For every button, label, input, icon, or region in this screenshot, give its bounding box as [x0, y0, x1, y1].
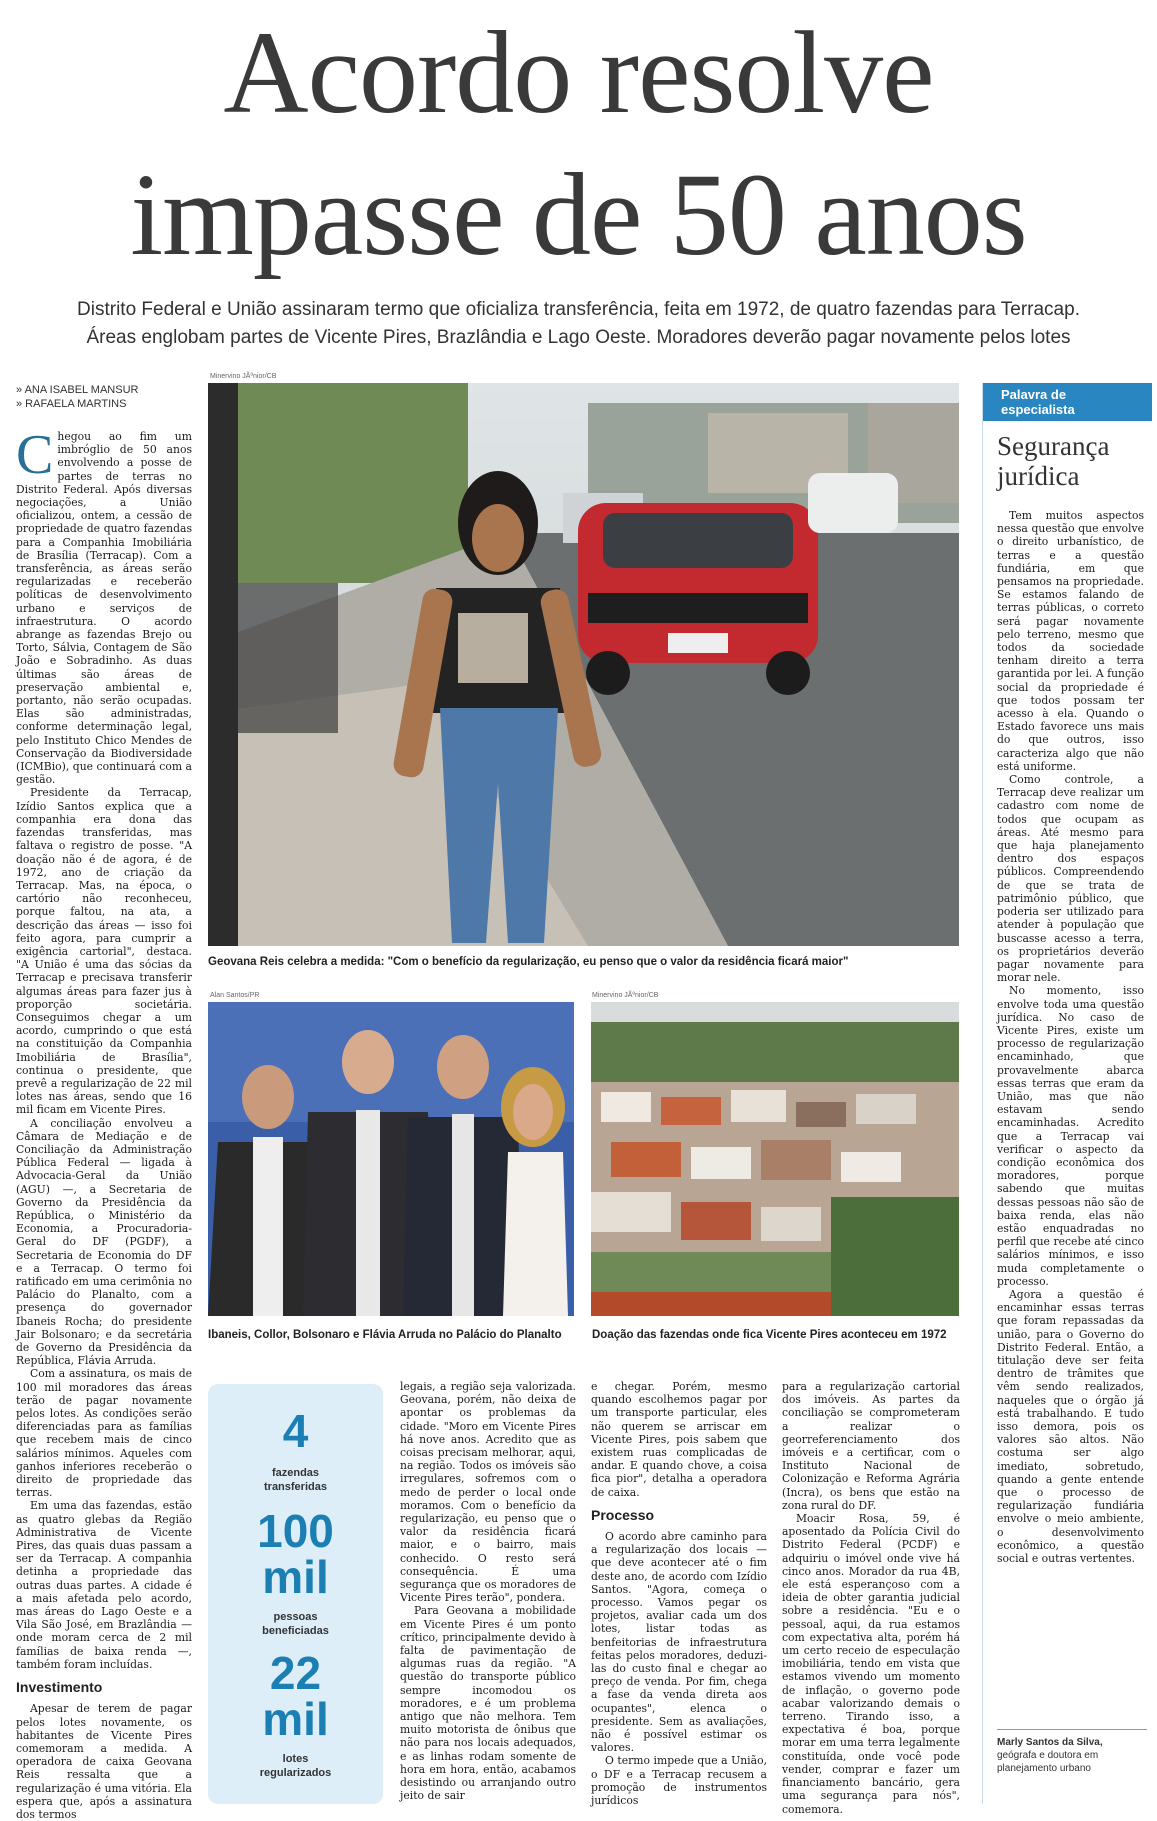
sidebar-signature — [997, 1729, 1147, 1775]
neighborhood-photo-credit: Minervino JÃºnior/CB — [592, 992, 659, 999]
sidebar-paragraph: Agora a questão é encaminhar essas terras que foram repassadas da união, para o Governo do Distrito Federal. Então, a titulação deve ser feita dentro de trâmites que vêm sendo realizados, naqueles que o órgão já está trabalhando. E tudo isso demora, pois os valores são altos. Não costuma ser algo imediato, sobretudo, quando a gente entende que o processo de regularização fundiária envolve o meio ambiente, o desenvolvimento econômico, a questão social e outras vertentes. — [997, 1287, 1144, 1566]
article-paragraph: Apesar de terem de pagar pelos lotes novamente, os habitantes de Vicente Pires comemoram a medida. A operadora de caixa Geovana Reis ressalta que a regularização é uma vitória. Ela espera que, após a assinatura dos termos — [16, 1702, 192, 1821]
neighborhood-photo-illustration — [591, 1002, 959, 1316]
article-column-5 — [782, 1380, 960, 1816]
main-photo-caption: Geovana Reis celebra a medida: "Com o benefício da regularização, eu penso que o valor da residência ficará maior" — [208, 956, 849, 968]
byline-author-2: » RAFAELA MARTINS — [16, 398, 127, 410]
main-photo-illustration — [208, 383, 959, 946]
sidebar-paragraph: No momento, isso envolve toda uma questão jurídica. No caso de Vicente Pires, existe um processo de regularização encaminhado, que provavelmente abarca essas terras que eram da União, mas que não estavam sendo encaminhadas. Acredito que a Terracap vai verificar o aspecto da condição econômica dos moradores, porque sabendo que muitas dessas pessoas não são de baixa renda, elas não estão enquadradas no perfil que recebe até cinco salários mínimos, e isso muda completamente o processo. — [997, 984, 1144, 1288]
byline-author-1: » ANA ISABEL MANSUR — [16, 384, 139, 396]
neighborhood-photo — [591, 1002, 959, 1316]
article-paragraph: O acordo abre caminho para a regularização dos locais — que deve acontecer até o fim deste ano, de acordo com Izídio Santos. "Agora, começa o processo. Vamos pegar os projetos, avaliar cada um dos lotes, listar todas as benfeitorias de infraestrutura feitas pelos moradores, deduzi-las do custo final e chegar ao preço de venda. Por fim, chega a fase da venda direta aos ocupantes", elenca o presidente. Sem as avaliações, não é possível estimar os valores. — [591, 1530, 767, 1755]
article-paragraph: Com a assinatura, os mais de 100 mil moradores das áreas terão de pagar novamente pelos lotes. As condições serão diferenciadas para as famílias que recebem mais de cinco salários mínimos. Aqueles com ganhos inferiores receberão o direito de propriedade das terras. — [16, 1367, 192, 1500]
article-column-3 — [400, 1380, 576, 1804]
subhead-processo: Processo — [591, 1506, 655, 1523]
article-paragraph: Para Geovana a mobilidade em Vicente Pires é um ponto crítico, principalmente devido à falta de pavimentação de algumas ruas da região. "A questão do transporte público sempre incomodou os moradores, e é um problema antigo que não melhora. Tem muito motorista de ônibus que não para nos locais adequados, e as linhas rodam somente de hora em hora, então, acabamos desistindo ou arranjando outro jeito de sair — [400, 1604, 576, 1803]
sidebar-title: Segurança jurídica — [997, 431, 1110, 491]
stat-number: 4 — [282, 1405, 309, 1457]
sidebar-author: Marly Santos da Silva, — [997, 1737, 1103, 1748]
sidebar-tag: Palavra de especialista — [983, 383, 1152, 421]
article-column-1 — [16, 424, 192, 1821]
sidebar-paragraph: Como controle, a Terracap deve realizar um cadastro com nome de todos que ocupam as áreas. Até mesmo para que haja planejamento dentro dos espaços públicos. Compreendendo de que se trata de patrimônio público, que poderia ser utilizado para atender à população que buscasse acesso a terra, os proprietários deverão pagar novamente para morar nele. — [997, 773, 1144, 985]
article-paragraph: Presidente da Terracap, Izídio Santos explica que a companhia era dona das fazendas transferidas, mas faltava o registro de posse. "A doação não é de agora, é de 1972, ano de criação da Terracap. Mas, na época, o cartório não reconheceu, porque faltou, na ata, a descrição das áreas — isso foi feito agora, para cumprir a exigência cartorial", destaca. "A União é uma das sócias da Terracap e precisava transferir algumas áreas para fazer jus à proporção societária. Conseguimos chegar a um acordo, cumprindo o que está na constituição da Companhia Imobiliária de Brasília", continua o presidente, que prevê a regularização de 22 mil lotes nas áreas, sendo que 16 mil ficam em Vicente Pires. — [16, 786, 192, 1117]
article-paragraph: Moacir Rosa, 59, é aposentado da Polícia Civil do Distrito Federal (PCDF) e adquiriu o imóvel onde vive há cinco anos. Morador da rua 4B, ele está esperançoso com a ideia de obter garantia judicial sobre a residência. "Eu e o pessoal, aqui, da rua estamos com expectativa alta, porém há um certo receio de especulação imobiliária, tendo em vista que estamos vivendo um momento de inflação, o governo pode acabar valorizando demais o terreno. Tirando isso, a expectativa é boa, porque morar em uma terra legalmente constituída, onde você pode vender, comprar e fazer um financiamento bancário, gera uma segurança para nós", comemora. — [782, 1512, 960, 1816]
sidebar-paragraph: Tem muitos aspectos nessa questão que envolve o direito urbanístico, de terras e a questão fundiária, em que pensamos na propriedade. Se estamos falando de terras públicas, o correto será pagar novamente pelo terreno, mesmo que todos da sociedade tenham direito a terra garantida por lei. A função social da propriedade é que todos possam ter acesso à ela. Quando o Estado favorece uns mais do que outros, isso caracteriza algo que não está uniforme. — [997, 509, 1144, 773]
article-paragraph: e chegar. Porém, mesmo quando escolhemos pagar por um transporte particular, eles não querem se arriscar em Vicente Pires, pois sabem que existem ruas complicadas de andar. E quando chove, a coisa fica pior", detalha a operadora de caixa. — [591, 1380, 767, 1499]
article-paragraph: para a regularização cartorial dos imóveis. As partes da conciliação se comprometeram a realizar o georreferenciamento dos imóveis e a certificar, com o Instituto Nacional de Colonização e Reforma Agrária (Incra), os bens que estão na zona rural do DF. — [782, 1380, 960, 1512]
article-column-4 — [591, 1380, 767, 1808]
article-paragraph: A conciliação envolveu a Câmara de Mediação e de Conciliação da Administração Pública Federal — ligada à Advocacia-Geral da União (AGU) —, a Secretaria de Governo da Presidência da República, o Ministério da Economia, a Procuradoria-Geral do DF (PGDF), a Secretaria de Economia do DF e a Terracap. O termo foi ratificado em uma cerimônia no Palácio do Planalto, com a presença do governador Ibaneis Rocha; do presidente Jair Bolsonaro; e da secretária de Governo da Presidência da República, Flávia Arruda. — [16, 1116, 192, 1368]
stat-label: pessoas beneficiadas — [262, 1611, 329, 1637]
main-photo — [208, 383, 959, 946]
stat-label: fazendas transferidas — [264, 1467, 327, 1493]
article-paragraph: hegou ao fim um imbróglio de 50 anos envolvendo a posse de partes de terras no Distrito Federal. Após diversas negociações, a União oficializou, ontem, a cessão de propriedade de quatro fazendas para a Companhia Imobiliária de Brasília (Terracap). Com a transferência, as áreas serão regularizadas e receberão políticas de desenvolvimento urbano e serviços de infraestrutura. O acordo abrange as fazendas Brejo ou Torto, Sálvia, Contagem de São João e Sobradinho. As duas últimas são áreas de preservação ambiental e, portanto, não serão ocupadas. Elas são administradas, conforme determinação legal, pelo Instituto Chico Mendes de Conservação da Biodiversidade (ICMBio), que continuará com a gestão. — [16, 430, 192, 787]
headline-line-2: impasse de 50 anos — [130, 149, 1027, 280]
article-paragraph: Em uma das fazendas, estão as quatro glebas da Região Administrativa de Vicente Pires, das quais duas passam a ser da Terracap. A companhia detinha a propriedade das outras duas partes. A cidade é a mais afetada pelo acordo, mas áreas do Lago Oeste e a Vila São José, em Brazlândia — onde moram cerca de 2 mil famílias de baixa renda —, também foram incluídas. — [16, 1499, 192, 1671]
stat-number: 22 mil — [262, 1647, 329, 1745]
deck-line-1: Distrito Federal e União assinaram termo que oficializa transferência, feita em 1972, de quatro fazendas para Terracap. — [77, 299, 1080, 320]
neighborhood-photo-caption: Doação das fazendas onde fica Vicente Pires aconteceu em 1972 — [592, 1329, 947, 1341]
sidebar-body — [997, 509, 1144, 1565]
article-paragraph: legais, a região seja valorizada. Geovana, porém, não deixa de apontar os problemas da cidade. "Moro em Vicente Pires há nove anos. Acredito que as coisas precisam melhorar, aqui, na região. Todos os imóveis são irregulares, sofremos com o medo de perder o local onde moramos. Com o benefício da regularização, eu penso que o valor da residência ficará maior, e o bairro, mais conhecido. O resto será consequência. É uma segurança que os moradores de Vicente Pires terão", pondera. — [400, 1380, 576, 1605]
sidebar-author-role: geógrafa e doutora em planejamento urbano — [997, 1750, 1099, 1774]
ceremony-photo-illustration — [208, 1002, 574, 1316]
dropcap: C — [16, 424, 54, 486]
stat-label: lotes regularizados — [259, 1753, 332, 1779]
main-photo-credit: Minervino JÃºnior/CB — [210, 373, 277, 380]
article-paragraph: O termo impede que a União, o DF e a Terracap recusem a promoção de instrumentos jurídicos — [591, 1754, 767, 1808]
expert-sidebar — [982, 383, 1152, 1804]
deck-line-2: Áreas englobam partes de Vicente Pires, Brazlândia e Lago Oeste. Moradores deverão pagar novamente pelos lotes — [86, 327, 1071, 348]
stat-number: 100 mil — [257, 1505, 334, 1603]
ceremony-photo-credit: Alan Santos/PR — [210, 992, 260, 999]
ceremony-photo-caption: Ibaneis, Collor, Bolsonaro e Flávia Arruda no Palácio do Planalto — [208, 1329, 562, 1341]
headline-line-1: Acordo resolve — [223, 7, 934, 138]
subhead-investimento: Investimento — [16, 1679, 103, 1696]
ceremony-photo — [208, 1002, 574, 1316]
stats-box — [208, 1384, 383, 1804]
